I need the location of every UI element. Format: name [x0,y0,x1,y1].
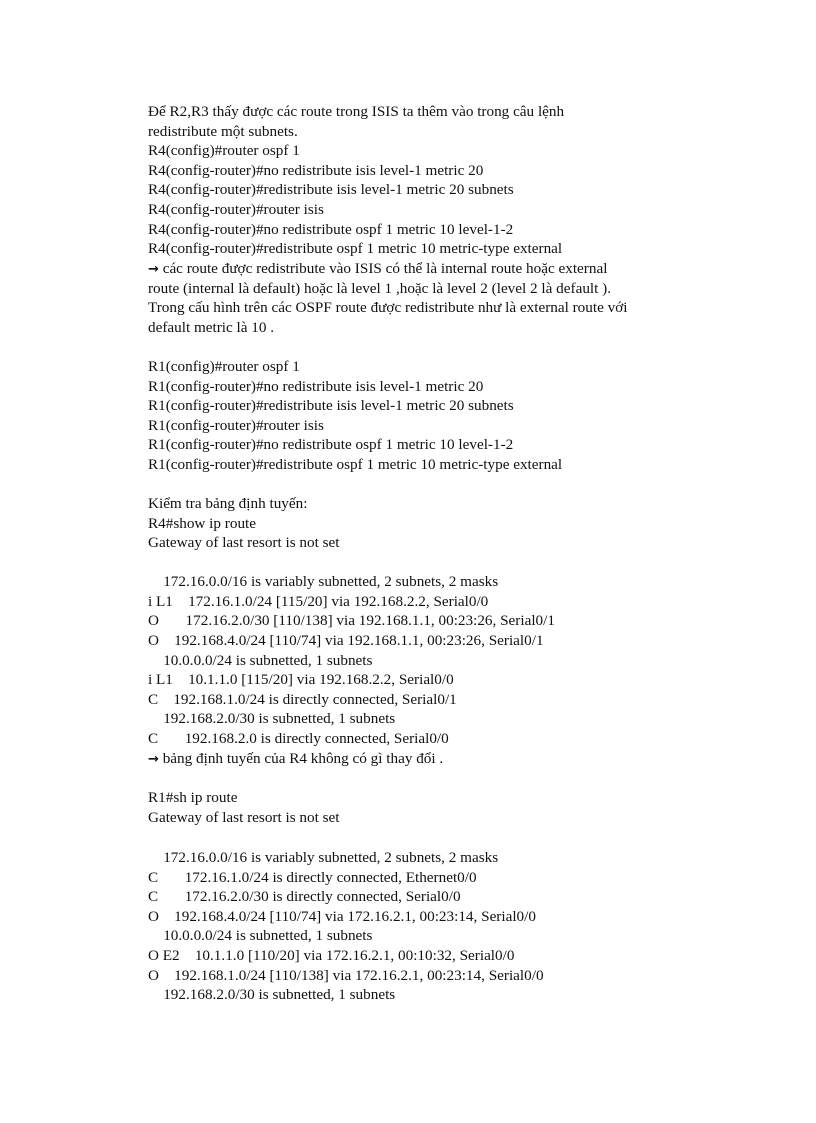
explanation-text: các route được redistribute vào ISIS có thể là internal route hoặc external [158,260,608,277]
config-command-line: R1(config-router)#redistribute isis level-1 metric 20 subnets [148,397,514,414]
section-heading: Kiểm tra bảng định tuyến: [148,495,308,512]
explanation-note-line [148,259,607,279]
conclusion-text: bảng định tuyến của R4 không có gì thay đổi . [158,750,444,767]
config-command-line: R1(config-router)#no redistribute ospf 1 metric 10 level-1-2 [148,436,514,453]
route-output-line: 172.16.0.0/16 is variably subnetted, 2 subnets, 2 masks [148,573,499,590]
route-output-line: C 172.16.2.0/30 is directly connected, Serial0/0 [148,888,461,905]
show-command-line: R4#show ip route [148,515,256,532]
explanation-text-line: Trong cấu hình trên các OSPF route được redistribute như là external route với [148,299,628,316]
route-output-line: Gateway of last resort is not set [148,809,340,826]
route-output-line: C 192.168.2.0 is directly connected, Serial0/0 [148,730,449,747]
config-command-line: R4(config)#router ospf 1 [148,142,300,159]
route-output-line: 10.0.0.0/24 is subnetted, 1 subnets [148,652,373,669]
config-command-line: R4(config-router)#redistribute isis level-1 metric 20 subnets [148,181,514,198]
route-output-line: 172.16.0.0/16 is variably subnetted, 2 subnets, 2 masks [148,849,499,866]
config-command-line: R4(config-router)#router isis [148,201,324,218]
config-command-line: R1(config-router)#redistribute ospf 1 metric 10 metric-type external [148,456,563,473]
right-arrow-icon: → [148,752,159,767]
explanation-text-line: default metric là 10 . [148,319,275,336]
config-command-line: R1(config)#router ospf 1 [148,358,300,375]
route-output-line: O 172.16.2.0/30 [110/138] via 192.168.1.1, 00:23:26, Serial0/1 [148,612,555,629]
config-command-line: R4(config-router)#no redistribute ospf 1 metric 10 level-1-2 [148,221,514,238]
route-output-line: O 192.168.1.0/24 [110/138] via 172.16.2.1, 00:23:14, Serial0/0 [148,967,544,984]
route-output-line: C 172.16.1.0/24 is directly connected, Ethernet0/0 [148,869,477,886]
conclusion-note-line [148,749,443,769]
route-output-line: O 192.168.4.0/24 [110/74] via 192.168.1.1, 00:23:26, Serial0/1 [148,632,544,649]
intro-text-line: Để R2,R3 thấy được các route trong ISIS ta thêm vào trong câu lệnh [148,103,565,120]
right-arrow-icon: → [148,262,159,277]
route-output-line: i L1 10.1.1.0 [115/20] via 192.168.2.2, Serial0/0 [148,671,454,688]
config-command-line: R1(config-router)#router isis [148,417,324,434]
show-command-line: R1#sh ip route [148,789,238,806]
route-output-line: 10.0.0.0/24 is subnetted, 1 subnets [148,927,373,944]
explanation-text-line: route (internal là default) hoặc là level 1 ,hoặc là level 2 (level 2 là default ). [148,280,612,297]
route-output-line: i L1 172.16.1.0/24 [115/20] via 192.168.2.2, Serial0/0 [148,593,489,610]
config-command-line: R1(config-router)#no redistribute isis level-1 metric 20 [148,378,484,395]
route-output-line: Gateway of last resort is not set [148,534,340,551]
config-command-line: R4(config-router)#no redistribute isis level-1 metric 20 [148,162,484,179]
config-command-line: R4(config-router)#redistribute ospf 1 metric 10 metric-type external [148,240,563,257]
route-output-line: O E2 10.1.1.0 [110/20] via 172.16.2.1, 00:10:32, Serial0/0 [148,947,515,964]
intro-text-line: redistribute một subnets. [148,123,298,140]
route-output-line: O 192.168.4.0/24 [110/74] via 172.16.2.1, 00:23:14, Serial0/0 [148,908,536,925]
route-output-line: C 192.168.1.0/24 is directly connected, Serial0/1 [148,691,457,708]
route-output-line: 192.168.2.0/30 is subnetted, 1 subnets [148,986,396,1003]
route-output-line: 192.168.2.0/30 is subnetted, 1 subnets [148,710,396,727]
